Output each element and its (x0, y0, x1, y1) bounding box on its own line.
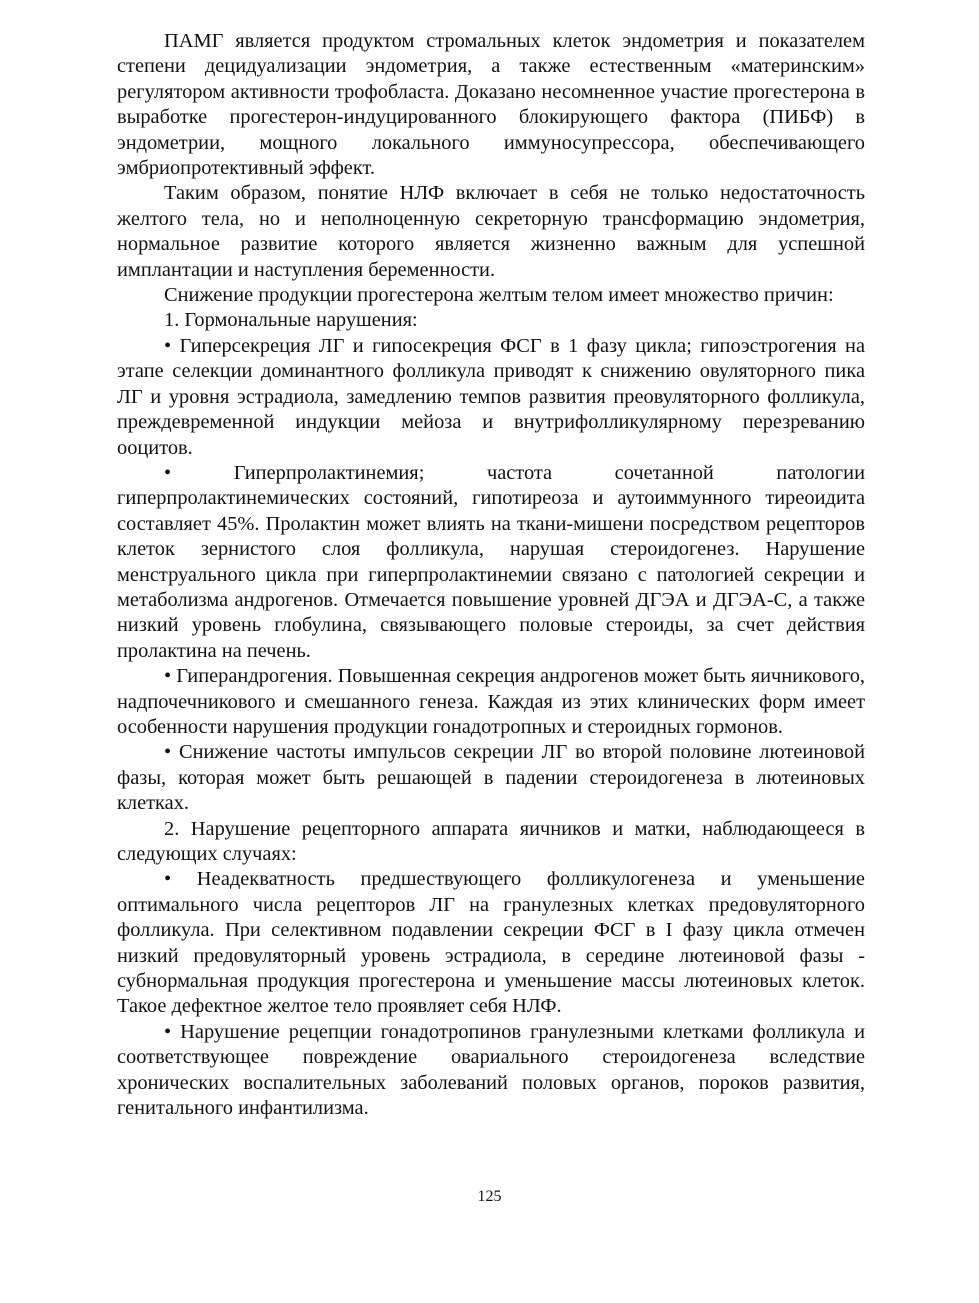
paragraph-pamg: ПАМГ является продуктом стромальных клеток эндометрия и показателем степени децидуализации эндометрия, а также естественным «материнским» регулятором активности трофобласта. Доказано несомненное участие прогестерона в выработке прогестерон-индуцированного блокирующего фактора (ПИБФ) в эндометрии, мощного локального иммуносупрессора, обеспечивающего эмбриопротективный эффект. (117, 30, 865, 180)
list-item-gonadotropin-reception: • Нарушение рецепции гонадотропинов гранулезными клетками фолликула и соответствующее повреждение овариального стероидогенеза вследствие хронических воспалительных заболеваний половых органов, пороков развития, генитального инфантилизма. (117, 1020, 865, 1120)
list-item-folliculogenesis: • Неадекватность предшествующего фолликулогенеза и уменьшение оптимального числа рецепторов ЛГ на гранулезных клетках предовуляторного фолликула. При селективном подавлении секреции ФСГ в I фазу цикла отмечен низкий предовуляторный уровень эстрадиола, в середине лютеиновой фазы - субнормальная продукция прогестерона и уменьшение массы лютеиновых клеток. Такое дефектное желтое тело проявляет себя НЛФ. (117, 868, 865, 1018)
list-item-hyperandrogenism: • Гиперандрогения. Повышенная секреция андрогенов может быть яичникового, надпочечникового и смешанного генеза. Каждая из этих клинических форм имеет особенности нарушения продукции гонадотропных и стероидных гормонов. (117, 665, 865, 738)
list-heading-hormonal: 1. Гормональные нарушения: (164, 309, 418, 332)
paragraph-causes-intro: Снижение продукции прогестерона желтым телом имеет множество причин: (164, 284, 834, 307)
list-heading-receptor: 2. Нарушение рецепторного аппарата яичников и матки, наблюдающееся в следующих случаях: (117, 817, 865, 865)
list-item-hyperprolactinemia: • Гиперпролактинемия; частота сочетанной патологии гиперпролактинемических состояний, гипотиреоза и аутоиммунного тиреоидита составляет 45%. Пролактин может влиять на ткани-мишени посредством рецепторов клеток зернистого слоя фолликула, нарушая стероидогенез. Нарушение менструального цикла при гиперпролактинемии связано с патологией секреции и метаболизма андрогенов. Отмечается повышение уровней ДГЭА и ДГЭА-С, а также низкий уровень глобулина, связывающего половые стероиды, за счет действия пролактина на печень. (117, 461, 865, 662)
paragraph-nlf-definition: Таким образом, понятие НЛФ включает в себя не только недостаточность желтого тела, но и неполноценную секреторную трансформацию эндометрия, нормальное развитие которого является жизненно важным для успешной имплантации и наступления беременности. (117, 182, 865, 281)
list-item-hypersecretion: • Гиперсекреция ЛГ и гипосекреция ФСГ в 1 фазу цикла; гипоэстрогения на этапе селекции доминантного фолликула приводят к снижению овуляторного пика ЛГ и уровня эстрадиола, замедлению темпов развития преовуляторного фолликула, преждевременной индукции мейоза и внутрифолликулярному перезреванию ооцитов. (117, 334, 865, 459)
list-item-lh-pulse: • Снижение частоты импульсов секреции ЛГ во второй половине лютеиновой фазы, которая может быть решающей в падении стероидогенеза в лютеиновых клетках. (117, 741, 865, 815)
page-number: 125 (477, 1188, 502, 1205)
body-text (117, 29, 865, 1121)
